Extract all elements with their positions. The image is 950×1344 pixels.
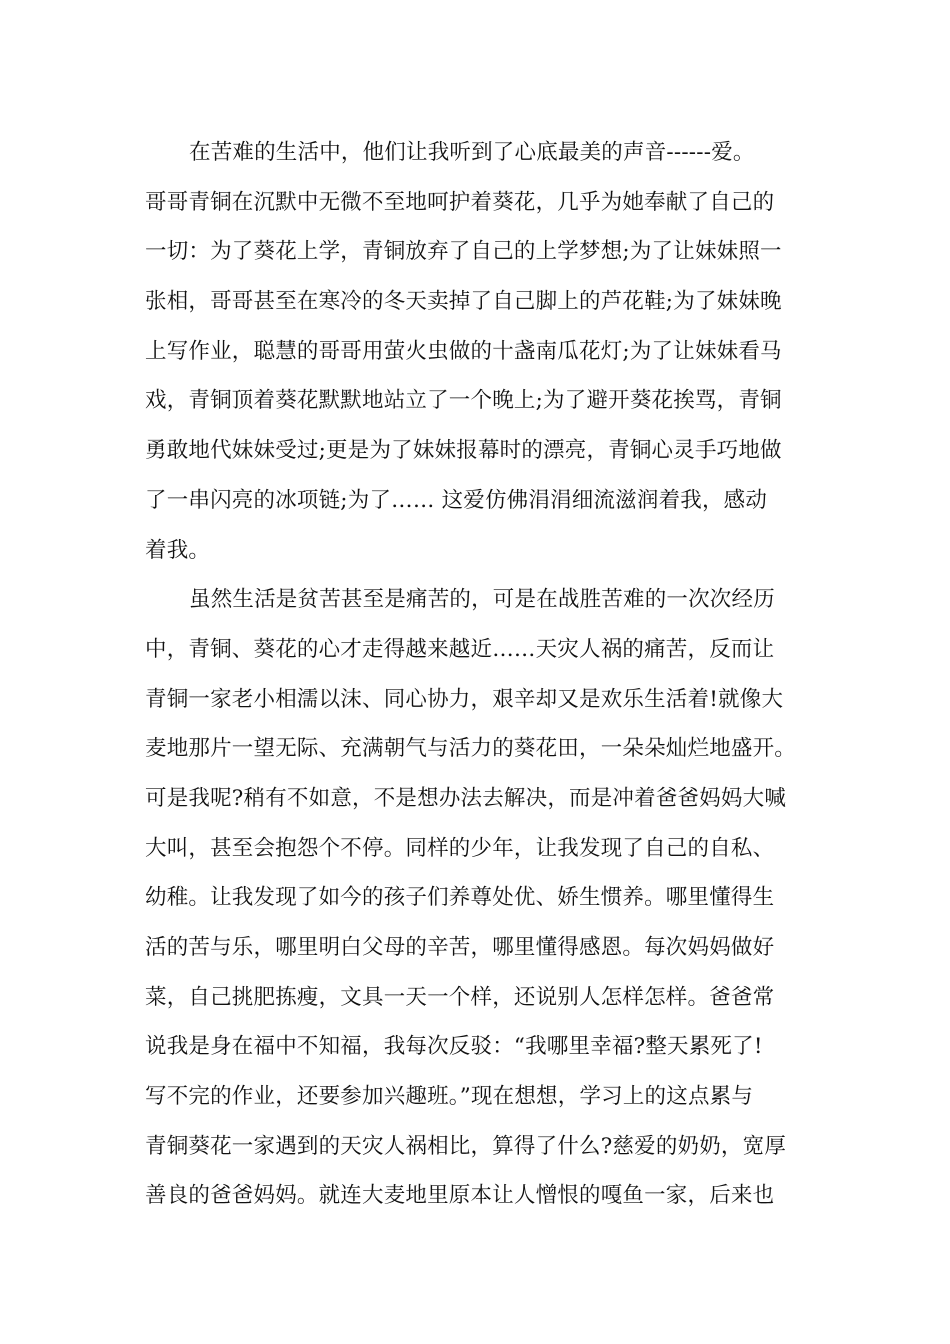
text-line: 一切：为了葵花上学，青铜放弃了自己的上学梦想;为了让妹妹照一 — [145, 239, 782, 265]
text-line: 戏，青铜顶着葵花默默地站立了一个晚上;为了避开葵花挨骂，青铜 — [145, 388, 782, 414]
text-line: 说我是身在福中不知福，我每次反驳：“我哪里幸福?整天累死了! — [145, 1034, 763, 1060]
text-line: 张相，哥哥甚至在寒冷的冬天卖掉了自己脚上的芦花鞋;为了妹妹晚 — [145, 289, 782, 315]
text-line: 菜，自己挑肥拣瘦，文具一天一个样，还说别人怎样怎样。爸爸常 — [145, 984, 775, 1010]
text-line: 哥哥青铜在沉默中无微不至地呵护着葵花，几乎为她奉献了自己的 — [145, 189, 775, 215]
text-line: 中，青铜、葵花的心才走得越来越近……天灾人祸的痛苦，反而让 — [145, 636, 775, 662]
text-line: 青铜一家老小相濡以沫、同心协力，艰辛却又是欢乐生活着!就像大 — [145, 686, 784, 712]
document-body — [145, 128, 825, 1221]
text-line: 可是我呢?稍有不如意，不是想办法去解决，而是冲着爸爸妈妈大喊 — [145, 785, 787, 811]
text-line: 虽然生活是贫苦甚至是痛苦的，可是在战胜苦难的一次次经历 — [189, 587, 775, 613]
text-line: 活的苦与乐，哪里明白父母的辛苦，哪里懂得感恩。每次妈妈做好 — [145, 935, 775, 960]
text-line: 在苦难的生活中，他们让我听到了心底最美的声音------爱。 — [189, 140, 755, 165]
text-line: 了一串闪亮的冰项链;为了…… 这爱仿佛涓涓细流滋润着我，感动 — [145, 487, 768, 513]
text-line: 青铜葵花一家遇到的天灾人祸相比，算得了什么?慈爱的奶奶，宽厚 — [145, 1133, 787, 1159]
text-line: 麦地那片一望无际、充满朝气与活力的葵花田，一朵朵灿烂地盛开。 — [145, 736, 797, 762]
paragraph-2 — [145, 575, 825, 1221]
text-line: 幼稚。让我发现了如今的孩子们养尊处优、娇生惯养。哪里懂得生 — [145, 885, 775, 911]
text-line: 善良的爸爸妈妈。就连大麦地里原本让人憎恨的嘎鱼一家，后来也 — [145, 1183, 775, 1209]
text-line: 写不完的作业，还要参加兴趣班。”现在想想，学习上的这点累与 — [145, 1084, 754, 1110]
text-line: 勇敢地代妹妹受过;更是为了妹妹报幕时的漂亮，青铜心灵手巧地做 — [145, 438, 782, 464]
text-line: 大叫，甚至会抱怨个不停。同样的少年，让我发现了自己的自私、 — [145, 835, 775, 861]
text-line: 上写作业，聪慧的哥哥用萤火虫做的十盏南瓜花灯;为了让妹妹看马 — [145, 338, 782, 364]
text-line: 着我。 — [145, 537, 211, 563]
paragraph-1 — [145, 128, 825, 575]
